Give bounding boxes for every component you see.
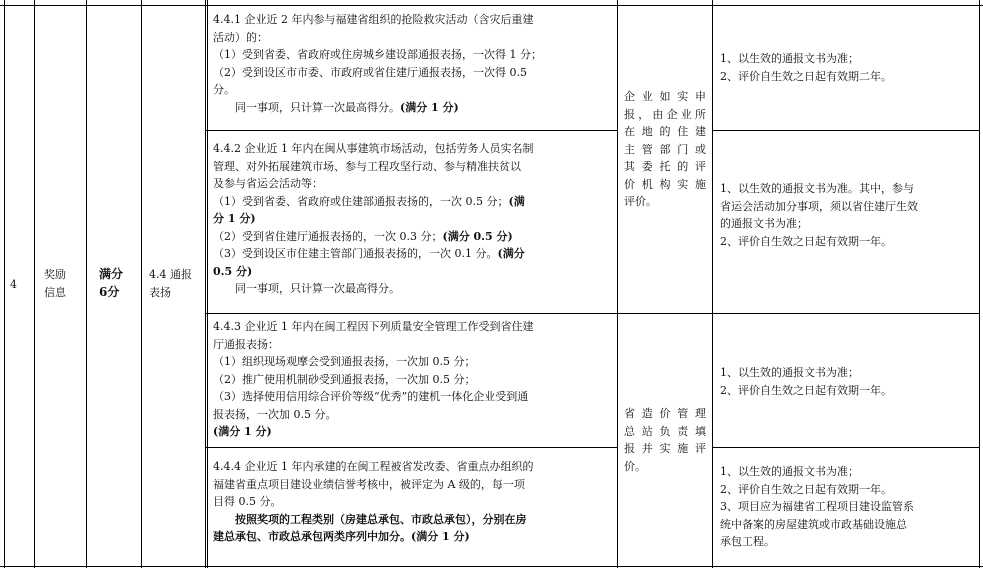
evaluator-line: 总站负责填 [624,424,706,438]
criteria-text: 管理、对外拓展建筑市场、参与工程攻坚行动、参与精准扶贫以 [213,159,521,173]
note-line: 2、评价自生效之日起有效期一年。 [720,482,892,496]
criteria-line [213,423,615,441]
row-number: 4 [10,278,17,291]
criteria-block-441 [213,11,615,116]
criteria-line [213,193,615,211]
criteria-line [213,371,615,389]
criteria-line [213,46,615,64]
criteria-line [213,158,615,176]
notes-cell-443 [720,364,976,399]
criteria-text: 同一事项，只计算一次最高得分。 [235,100,400,114]
note-line: 2、评价自生效之日起有效期一年。 [720,383,892,397]
criteria-line [213,458,615,476]
note-line: 2、评价自生效之日起有效期一年。 [720,234,892,248]
criteria-text: （3）选择使用信用综合评价等级“优秀”的建机一体化企业受到通 [213,390,529,403]
criteria-text: （2）推广使用机制砂受到通报表扬，一次加 0.5 分； [213,372,476,386]
criteria-block-444 [213,458,615,546]
notes-cell-444 [720,463,976,551]
col-line-6 [712,0,713,568]
criteria-line [213,318,615,336]
criteria-line [213,263,615,281]
criteria-line [213,280,615,298]
note-line: 1、以生效的通报文书为准。其中，参与 [720,182,914,195]
criteria-text: （3）受到设区市住建主管部门通报表扬的，一次 0.1 分。 [213,247,498,260]
row-line-1b [712,130,980,131]
criteria-text: （2）受到省住建厅通报表扬的，一次 0.3 分； [213,229,443,243]
criteria-block-443 [213,318,615,441]
criteria-line [213,11,615,29]
criteria-line [213,353,615,371]
item-line: 表扬 [149,285,171,299]
evaluator-line: 省造价管理 [624,407,706,420]
category-cell [44,266,80,301]
criteria-line [213,245,615,263]
col-line-0 [4,0,5,568]
criteria-text: 4.4.3 企业近 1 年内在闽工程因下列质量安全管理工作受到省住建 [213,320,534,333]
row-line-2 [206,313,617,314]
criteria-text: 报表扬，一次加 0.5 分。 [213,407,337,421]
criteria-bold-text: (满分 1 分) [400,100,459,114]
evaluator-line: 价。 [624,459,646,473]
notes-cell-442 [720,180,976,250]
criteria-bold-text: (满 [508,194,525,208]
criteria-text: 4.4.1 企业近 2 年内参与福建省组织的抢险救灾活动（含灾后重建 [213,13,534,26]
evaluator-line: 报并实施评 [624,442,706,455]
item-cell [149,266,203,301]
category-line: 奖励 [44,268,66,281]
score-line: 满分 [99,267,124,281]
evaluator-line: 企业如实申 [624,90,706,103]
criteria-line [213,29,615,47]
criteria-line [213,175,615,193]
criteria-text: 目得 0.5 分。 [213,495,282,508]
col-line-5 [617,0,618,568]
criteria-text: （1）受到省委、省政府或住房城乡建设部通报表扬，一次得 1 分； [213,48,542,61]
criteria-line [213,493,615,511]
criteria-text: 厅通报表扬： [213,337,279,351]
col-line-3 [141,0,142,568]
score-cell [99,266,135,301]
row-line-3b [712,447,980,448]
criteria-line [213,99,615,117]
note-line: 2、评价自生效之日起有效期二年。 [720,69,892,83]
col-line-7 [979,0,980,568]
criteria-text: 分。 [213,83,235,96]
criteria-bold-text: 0.5 分) [213,264,253,278]
criteria-line [213,511,615,529]
note-line: 的通报文书为准； [720,217,808,230]
note-line: 省运会活动加分事项，须以省住建厅生效 [720,199,918,213]
criteria-text: （1）组织现场观摩会受到通报表扬，一次加 0.5 分； [213,355,476,368]
row-line-3 [206,447,617,448]
criteria-line [213,336,615,354]
criteria-line [213,528,615,546]
criteria-text: 及参与省运会活动等： [213,177,323,190]
criteria-bold-text: (满分 0.5 分) [442,229,513,243]
criteria-bold-text: 建总承包、市政总承包两类序列中加分。(满分 1 分) [213,530,470,543]
criteria-text: 同一事项，只计算一次最高得分。 [235,282,400,295]
criteria-line [213,64,615,82]
evaluator-line: 报，由企业所 [624,107,706,121]
row-line-1 [206,130,617,131]
criteria-text: 福建省重点项目建设业绩信誉考核中，被评定为 A 级的，每一项 [213,477,525,491]
evaluator-line: 其委托的评 [624,160,706,173]
item-line: 4.4 通报 [149,268,192,281]
criteria-line [213,140,615,158]
note-line: 统中备案的房屋建筑或市政基础设施总 [720,517,907,531]
evaluator-line: 在地的住建 [624,125,706,138]
criteria-text: 4.4.4 企业近 1 年内承建的在闽工程被省发改委、省重点办组织的 [213,460,534,473]
criteria-text: （1）受到省委、省政府或住建部通报表扬的，一次 0.5 分； [213,194,509,208]
criteria-line [213,81,615,99]
table-bottom-border [0,566,983,567]
col-line-2 [86,0,87,568]
criteria-block-442 [213,140,615,298]
score-line: 6分 [99,284,120,299]
criteria-line [213,388,615,406]
criteria-bold-text: (满分 1 分) [213,425,272,438]
note-line: 1、以生效的通报文书为准； [720,465,859,478]
evaluator-cell-2 [624,405,706,475]
col-line-1 [34,0,35,568]
row-line-2b [617,313,980,314]
criteria-line [213,406,615,424]
note-line: 1、以生效的通报文书为准； [720,366,859,379]
category-line: 信息 [44,285,66,299]
note-line: 3、项目应为福建省工程项目建设监管系 [720,500,914,513]
criteria-line [213,228,615,246]
evaluator-cell-1 [624,88,706,211]
criteria-bold-text: 分 1 分) [213,212,256,225]
criteria-bold-text: (满分 [497,247,525,260]
evaluator-line: 评价。 [624,195,657,208]
col-line-4 [205,0,208,568]
note-line: 1、以生效的通报文书为准； [720,52,859,65]
note-line: 承包工程。 [720,535,775,548]
notes-cell-441 [720,50,976,85]
criteria-bold-text: 按照奖项的工程类别（房建总承包、市政总承包），分别在房 [235,512,527,526]
criteria-text: 活动）的： [213,30,268,44]
criteria-text: 4.4.2 企业近 1 年内在闽从事建筑市场活动，包括劳务人员实名制 [213,142,534,155]
evaluator-line: 主管部门或 [624,142,706,156]
criteria-line [213,476,615,494]
criteria-line [213,210,615,228]
criteria-text: （2）受到设区市市委、市政府或省住建厅通报表扬，一次得 0.5 [213,65,527,79]
evaluator-line: 价机构实施 [624,177,706,191]
table-top-border [0,5,983,6]
